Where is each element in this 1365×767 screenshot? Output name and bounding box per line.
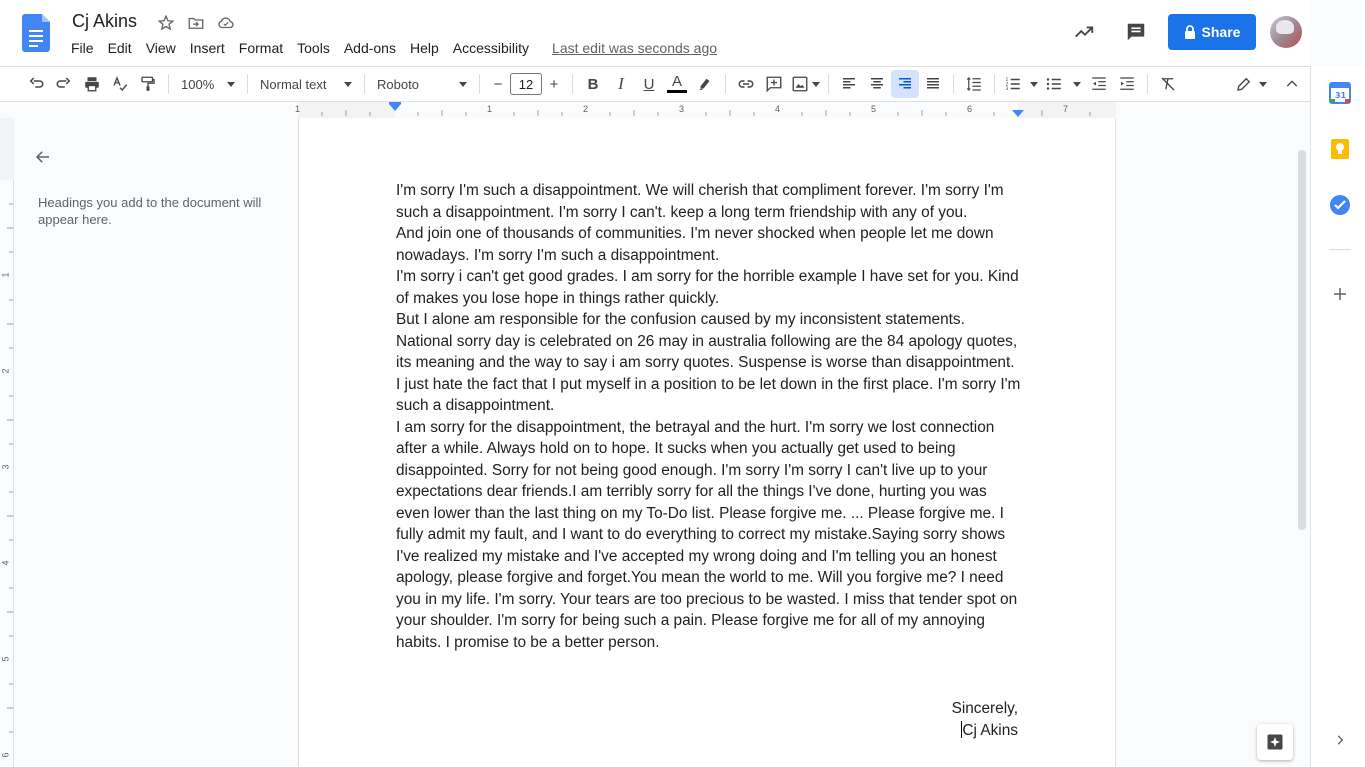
chevron-down-icon — [812, 82, 820, 87]
ruler-label: 6 — [0, 752, 11, 758]
activity-dashboard-icon[interactable] — [1066, 14, 1102, 50]
toolbar-divider — [479, 74, 480, 94]
font-select[interactable] — [371, 77, 473, 92]
paragraph[interactable]: But I alone am responsible for the confusion caused by my inconsistent statements. National sorry day is celebrated on 26 may in australia following are the 84 apology quotes, its meaning and the way to say i am sorry quotes. Suspense is worse than disappointment. I just hate the fact that I put myself in a position to be let down in the first place. I'm sorry I'm such a disappointment. — [396, 311, 1021, 414]
share-button[interactable] — [1168, 14, 1256, 50]
paragraph[interactable]: I'm sorry i can't get good grades. I am sorry for the horrible example I have set for you. Kind of makes you lose hope in things rather quickly. — [396, 268, 1019, 307]
font-size-input[interactable]: 12 — [510, 73, 542, 95]
chevron-down-icon — [1259, 82, 1267, 87]
keep-icon[interactable] — [1329, 138, 1351, 160]
document-title[interactable]: Cj Akins — [72, 11, 138, 31]
document-body[interactable] — [396, 180, 1022, 653]
toolbar-divider — [994, 74, 995, 94]
zoom-select[interactable] — [175, 77, 241, 92]
ruler-label: 4 — [0, 560, 11, 566]
underline-button[interactable]: U — [643, 75, 655, 93]
closing-salutation[interactable]: Sincerely, — [951, 700, 1018, 717]
closing-signature[interactable] — [952, 720, 1018, 742]
lock-icon — [1184, 25, 1196, 39]
numbered-list-icon[interactable] — [1001, 70, 1041, 98]
ruler-label: 7 — [1063, 104, 1069, 114]
ruler-label: 1 — [295, 104, 301, 114]
toolbar-divider — [828, 74, 829, 94]
svg-text:1: 1 — [1005, 78, 1009, 83]
side-panel-divider — [1329, 249, 1351, 250]
star-icon[interactable] — [155, 13, 177, 33]
menu-help[interactable]: Help — [409, 40, 439, 56]
explore-icon — [1265, 732, 1285, 752]
chevron-up-icon[interactable] — [1278, 70, 1306, 98]
arrow-back-icon[interactable] — [34, 148, 52, 171]
add-comment-icon[interactable] — [760, 70, 788, 98]
menu-file[interactable]: File — [71, 40, 94, 56]
align-center-icon[interactable] — [863, 70, 891, 98]
bold-button[interactable]: B — [587, 75, 599, 93]
vertical-ruler[interactable] — [0, 118, 14, 767]
menu-view[interactable]: View — [145, 40, 176, 56]
vertical-scrollbar[interactable] — [1298, 150, 1306, 530]
header — [0, 0, 1310, 66]
ruler-label: 1 — [487, 104, 493, 114]
add-icon[interactable] — [1329, 283, 1351, 305]
title-actions — [155, 13, 237, 33]
move-folder-icon[interactable] — [185, 13, 207, 33]
line-spacing-icon[interactable] — [960, 70, 988, 98]
chevron-down-icon — [1030, 82, 1038, 87]
increase-font-size-button[interactable]: + — [549, 75, 559, 93]
ruler-label: 3 — [0, 464, 11, 470]
insert-image-icon[interactable] — [788, 70, 822, 98]
editing-mode-icon[interactable] — [1232, 70, 1270, 98]
calendar-icon[interactable] — [1329, 82, 1351, 104]
menu-addons[interactable]: Add-ons — [343, 40, 396, 56]
toolbar-divider — [953, 74, 954, 94]
style-value: Normal text — [260, 76, 327, 92]
paint-format-icon[interactable] — [134, 70, 162, 98]
italic-button[interactable]: I — [618, 74, 624, 93]
last-edit-link[interactable]: Last edit was seconds ago — [552, 40, 718, 56]
font-value: Roboto — [377, 76, 419, 92]
chevron-down-icon — [227, 82, 235, 87]
cloud-status-icon[interactable] — [215, 13, 237, 33]
print-icon[interactable] — [78, 70, 106, 98]
vertical-ruler-ticks — [0, 118, 14, 767]
header-actions — [1066, 14, 1310, 50]
ruler-label: 4 — [775, 104, 781, 114]
zoom-value: 100% — [181, 76, 215, 92]
ruler-label: 3 — [679, 104, 685, 114]
chevron-right-icon[interactable] — [1329, 729, 1351, 751]
tasks-icon[interactable] — [1329, 194, 1351, 216]
avatar[interactable] — [1270, 16, 1302, 48]
paragraph[interactable]: I am sorry for the disappointment, the betrayal and the hurt. I'm sorry we lost connection after a while. Always hold on to hope. It sucks when you actually get used to being disappointed. Sorry for not being good enough. I'm sorry I'm sorry I can't live up to your expectations dear friends.I am terribly sorry for all the things I've done, hurting you was even lower than the last thing on my To-Do list. Please forgive me. ... Please forgive me. I fully admit my fault, and I want to do everything to correct my mistake.Saying sorry shows I've realized my mistake and I've accepted my wrong doing and I'm telling you an honest apology, please forgive and forget.You mean the world to me. Will you forgive me? I need you in my life. I'm sorry. Your tears are too precious to be wasted. I miss that tender spot on your shoulder. I'm sorry for being such a pain. Please forgive me for all of my annoying habits. I promise to be a better person. — [396, 418, 1018, 651]
ruler-label: 6 — [967, 104, 973, 114]
horizontal-ruler[interactable] — [295, 102, 1116, 118]
document-page[interactable] — [298, 118, 1116, 767]
menu-tools[interactable]: Tools — [297, 40, 330, 56]
menu-accessibility[interactable]: Accessibility — [452, 40, 530, 56]
text-color-glyph: A — [671, 73, 682, 90]
undo-icon[interactable] — [22, 70, 50, 98]
explore-button[interactable] — [1257, 724, 1293, 760]
ruler-label: 1 — [0, 272, 11, 278]
comments-icon[interactable] — [1118, 14, 1154, 50]
chevron-down-icon — [1073, 82, 1081, 87]
menu-insert[interactable]: Insert — [189, 40, 225, 56]
paragraph-style-select[interactable] — [254, 77, 358, 92]
closing-block[interactable] — [952, 698, 1018, 742]
toolbar-divider — [168, 74, 169, 94]
redo-icon[interactable] — [50, 70, 78, 98]
svg-text:3: 3 — [1005, 87, 1009, 92]
ruler-ticks — [298, 102, 1116, 118]
toolbar-divider — [725, 74, 726, 94]
side-panel — [1310, 66, 1365, 767]
svg-text:2: 2 — [1005, 82, 1009, 88]
spellcheck-icon[interactable] — [106, 70, 134, 98]
toolbar-divider — [1147, 74, 1148, 94]
toolbar — [0, 66, 1310, 102]
toolbar-divider — [364, 74, 365, 94]
align-left-icon[interactable] — [835, 70, 863, 98]
paragraph[interactable]: I'm sorry I'm such a disappointment. We will cherish that compliment forever. I'm sorry I'm such a disappointment. I'm sorry I can't. keep a long term friendship with any of you. — [396, 182, 1004, 221]
bulleted-list-icon[interactable] — [1041, 70, 1085, 98]
share-label: Share — [1201, 24, 1241, 40]
menu-edit[interactable]: Edit — [107, 40, 132, 56]
highlight-color-icon[interactable] — [691, 70, 719, 98]
chevron-down-icon — [459, 82, 467, 87]
text-color-swatch — [667, 90, 687, 93]
svg-text:31: 31 — [1335, 91, 1347, 100]
ruler-label: 5 — [0, 656, 11, 662]
insert-link-icon[interactable] — [732, 70, 760, 98]
docs-logo-icon[interactable] — [22, 14, 50, 52]
ruler-label: 2 — [583, 104, 589, 114]
decrease-indent-icon[interactable] — [1085, 70, 1113, 98]
text-color-button[interactable] — [663, 70, 691, 98]
align-right-icon[interactable] — [891, 70, 919, 98]
chevron-down-icon — [344, 82, 352, 87]
toolbar-divider — [247, 74, 248, 94]
document-outline — [14, 118, 298, 767]
clear-formatting-icon[interactable] — [1154, 70, 1182, 98]
ruler-label: 2 — [0, 368, 11, 374]
menu-format[interactable]: Format — [238, 40, 284, 56]
decrease-font-size-button[interactable]: − — [493, 75, 503, 93]
ruler-label: 5 — [871, 104, 877, 114]
menu-bar — [64, 38, 725, 58]
paragraph[interactable]: And join one of thousands of communities. I'm never shocked when people let me down nowadays. I'm sorry I'm such a disappointment. — [396, 225, 994, 264]
increase-indent-icon[interactable] — [1113, 70, 1141, 98]
signature-name: Cj Akins — [962, 722, 1018, 739]
outline-hint: Headings you add to the document will appear here. — [38, 195, 262, 227]
toolbar-divider — [572, 74, 573, 94]
justify-icon[interactable] — [919, 70, 947, 98]
